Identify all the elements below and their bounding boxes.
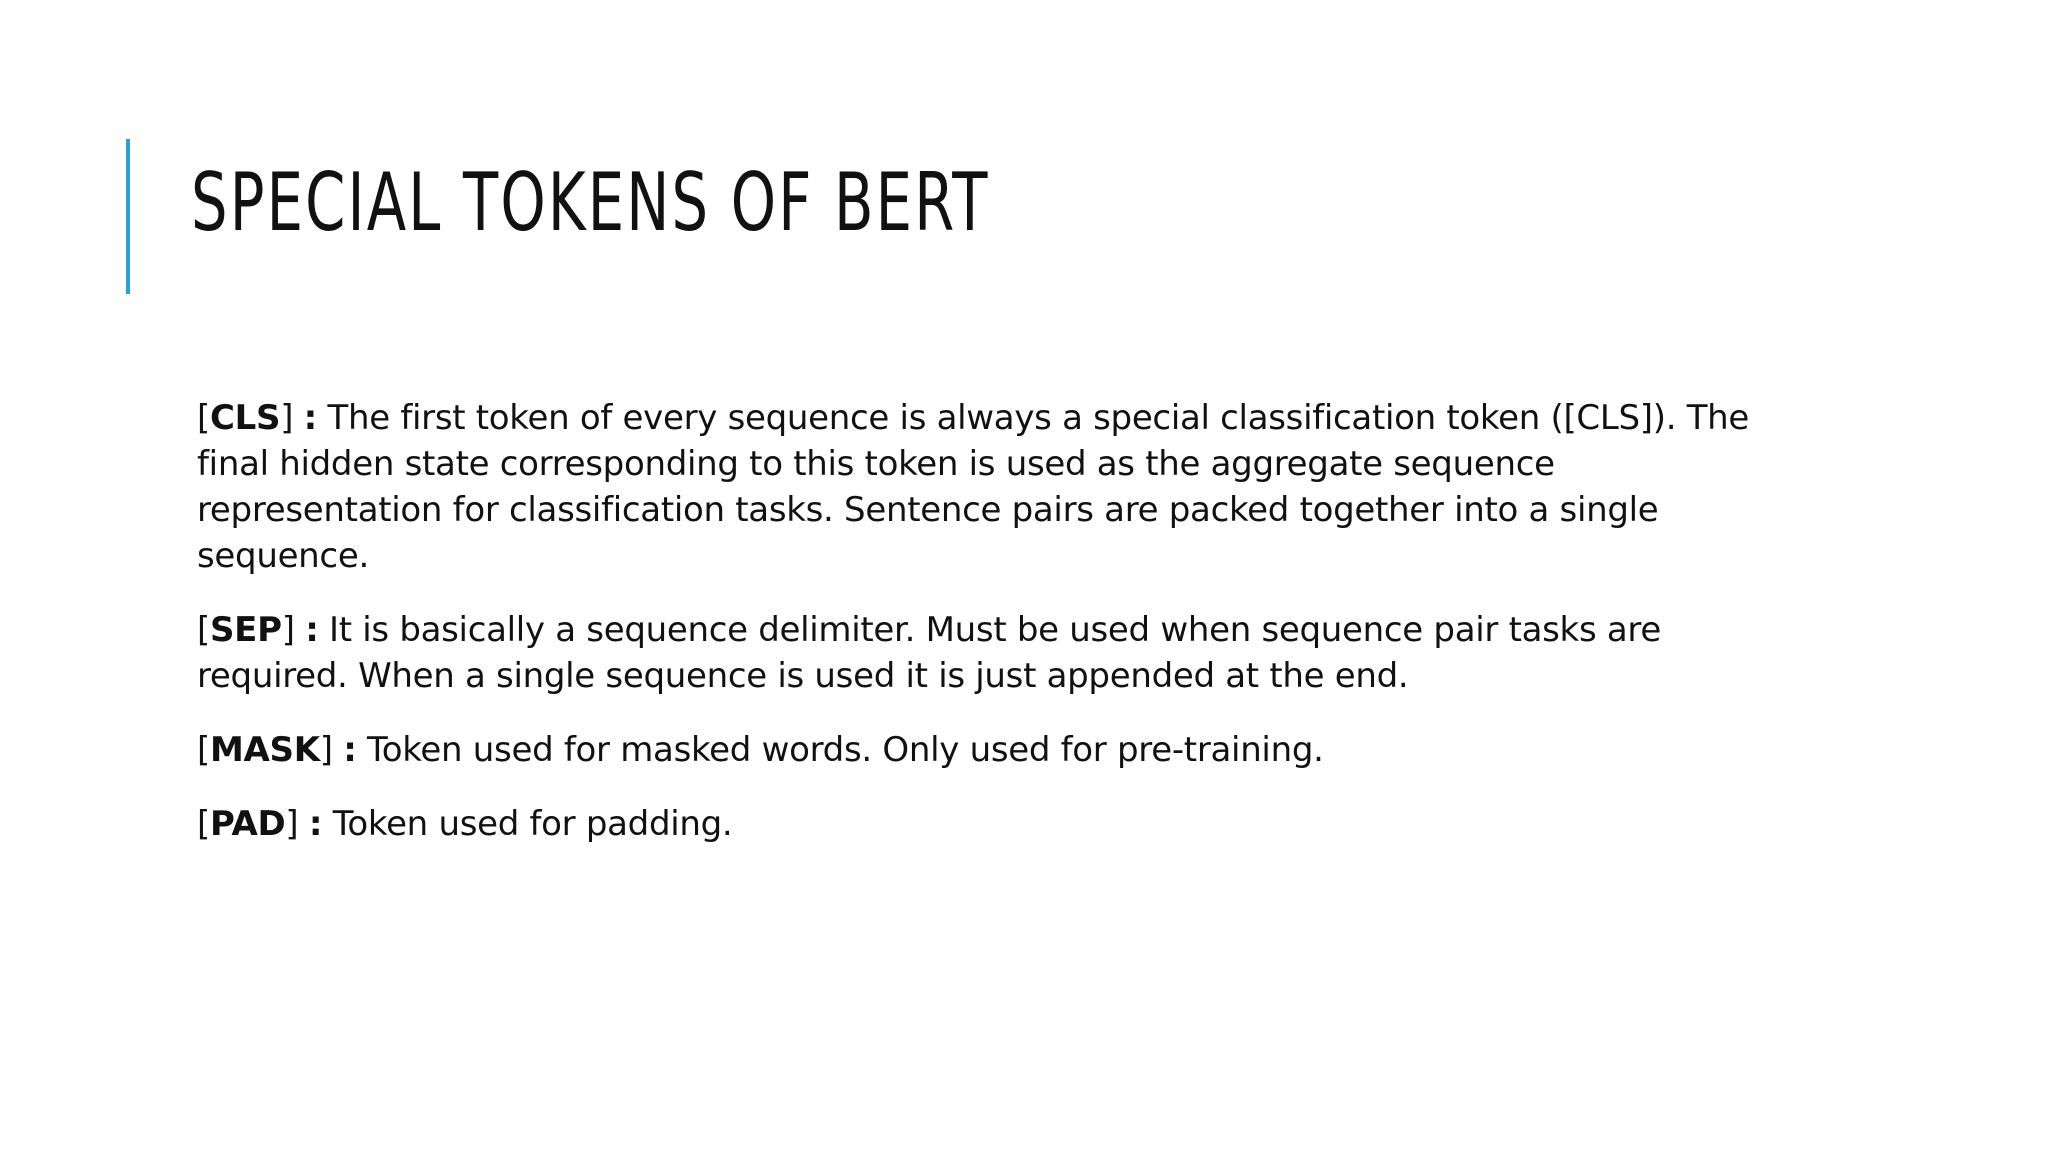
token-item-pad (197, 801, 1777, 847)
title-accent-bar (126, 139, 130, 294)
token-description: It is basically a sequence delimiter. Must be used when sequence pair tasks are required. When a single sequence is used it is just appended at the end. (197, 610, 1661, 696)
token-term: MASK (209, 730, 320, 770)
token-item-mask (197, 727, 1777, 773)
slide-body (197, 395, 1777, 875)
token-description: The first token of every sequence is always a special classification token ([CLS]). The final hidden state corresponding to this token is used as the aggregate sequence representation for classification tasks. Sentence pairs are packed together into a single sequence. (197, 398, 1750, 576)
token-description: Token used for masked words. Only used for pre-training. (356, 730, 1324, 770)
token-separator: : (305, 610, 319, 650)
token-separator: : (343, 730, 357, 770)
token-term: CLS (209, 398, 281, 438)
bracket-open: [ (197, 804, 210, 844)
bracket-close: ] (319, 730, 344, 770)
token-item-cls (197, 395, 1777, 579)
bracket-open: [ (197, 398, 210, 438)
token-description: Token used for padding. (322, 804, 733, 844)
token-term: PAD (209, 804, 286, 844)
token-separator: : (308, 804, 323, 844)
bracket-close: ] (285, 804, 309, 844)
bracket-open: [ (197, 730, 210, 770)
bracket-close: ] (280, 398, 304, 438)
token-item-sep (197, 607, 1777, 699)
bracket-close: ] (281, 610, 306, 650)
token-separator: : (303, 398, 317, 438)
slide-title: SPECIAL TOKENS OF BERT (191, 156, 990, 249)
token-term: SEP (209, 610, 282, 650)
bracket-open: [ (197, 610, 210, 650)
